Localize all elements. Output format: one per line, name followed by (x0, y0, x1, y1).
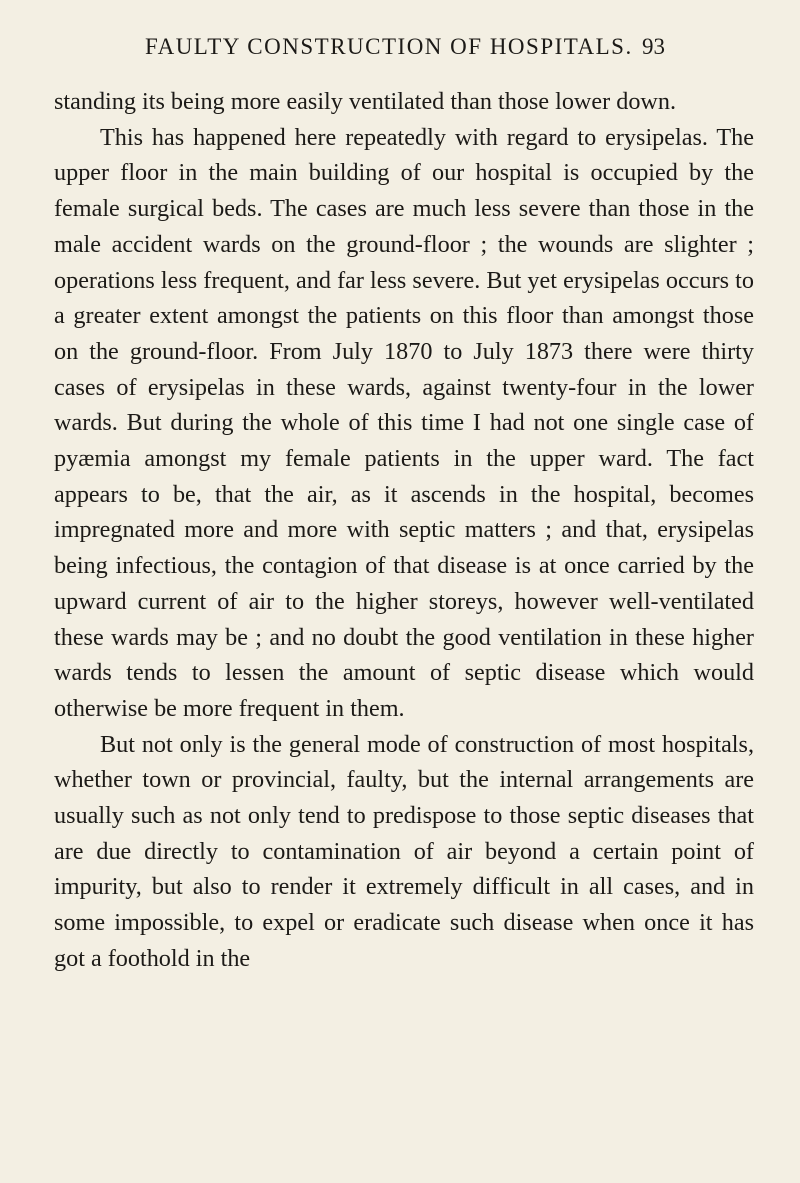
running-head-title: FAULTY CONSTRUCTION OF HOSPITALS. (145, 34, 633, 59)
running-head (145, 34, 665, 68)
page-number: 93 (642, 34, 665, 59)
paragraph-erysipelas: This has happened here repeatedly with regard to erysipelas. The upper floor in the main building of our hospital is occupied by the female surgical beds. The cases are much less severe than those in the male accident wards on the ground-floor ; the wounds are slighter ; operations less frequent, and far less severe. But yet erysipelas occurs to a greater extent amongst the patients on this floor than amongst those on the ground-floor. From July 1870 to July 1873 there were thirty cases of erysipelas in these wards, against twenty-four in the lower wards. But during the whole of this time I had not one single case of pyæmia amongst my female patients in the upper ward. The fact appears to be, that the air, as it ascends in the hospital, becomes impregnated more and more with septic matters ; and that, erysipelas being infectious, the contagion of that disease is at once carried by the upward current of air to the higher storeys, however well-ventilated these wards may be ; and no doubt the good ventilation in these higher wards tends to lessen the amount of septic disease which would otherwise be more frequent in them. (54, 123, 754, 722)
body-text (54, 84, 754, 977)
paragraph-continued: standing its being more easily ventilated than those lower down. (54, 88, 677, 115)
paragraph-internal-arrangements: But not only is the general mode of construction of most hospitals, whether town or provincial, faulty, but the internal arrangements are usually such as not only tend to predispose to those septic diseases that are due directly to contamination of air beyond a certain point of impurity, but also to render it extremely difficult in all cases, and in some impossible, to expel or eradicate such disease when once it has got a foothold in the (54, 730, 754, 972)
